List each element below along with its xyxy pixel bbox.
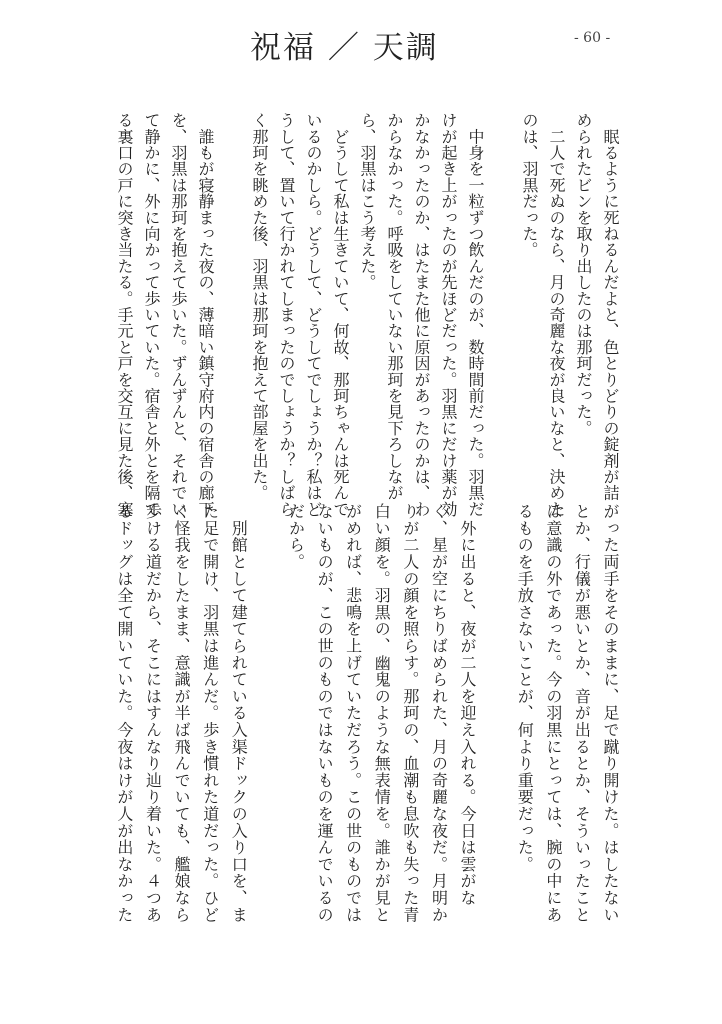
text-column (259, 503, 275, 943)
page-title: 祝福 ／ 天調 (250, 30, 439, 66)
text-column: 眠るように死ねるんだよと、色とりどりの錠剤が詰 (601, 112, 620, 501)
text-column: ないものが、この世のものではないものを運んでいるの (315, 503, 335, 923)
text-column: とか、行儀が悪いとか、音が出るとか、そういったこと (572, 503, 592, 923)
text-column: からなかった。呼吸をしていない那珂を見下ろしなが (385, 112, 404, 501)
text-column: ら、羽黒はこう考えた。 (358, 112, 377, 291)
text-column: た足で開け、羽黒は進んだ。歩き慣れた道だった。ひど (200, 503, 220, 923)
text-column: 白い顔を。羽黒の、幽鬼のような無表情を。誰かが見と (372, 503, 392, 923)
text-column: 外に出ると、夜が二人を迎え入れる。今日は雲がな (458, 503, 478, 907)
text-column: く那珂を眺めた後、羽黒は那珂を抱えて部屋を出た。 (250, 112, 269, 501)
text-column: て静かに、外に向かって歩いていた。宿舎と外とを隔て (142, 112, 161, 517)
text-block-top (105, 112, 618, 542)
text-column: うして、置いて行かれてしまったのでしょうか？しばら (277, 112, 296, 517)
text-column (494, 112, 510, 542)
text-column: どうして私は生きていて、何故、那珂ちゃんは死んで (331, 112, 350, 517)
text-column: がった両手をそのままに、足で蹴り開けた。はしたない (601, 503, 620, 923)
text-column: を、羽黒は那珂を抱えて歩いた。ずんずんと、それでい (169, 112, 188, 517)
text-column (488, 503, 504, 943)
text-column: く怪我をしたまま、意識が半ば飛んでいても、艦娘なら (172, 503, 192, 923)
text-block-bottom (103, 503, 618, 943)
text-column: るものを手放さないことが、何より重要だった。 (515, 503, 535, 873)
text-column: 誰もが寝静まった夜の、薄暗い鎮守府内の宿舎の廊下 (196, 112, 215, 517)
text-column: く、星が空にちりばめられた、月の奇麗な夜だ。月明か (429, 503, 449, 923)
text-column: だから。 (286, 503, 306, 571)
text-column: められたビンを取り出したのは那珂だった。 (574, 112, 593, 436)
text-column: のは、羽黒だった。 (520, 112, 539, 258)
text-column: 別館として建てられている入渠ドックの入り口を、ま (229, 503, 249, 923)
text-column: がめれば、悲鳴を上げていただろう。この世のものでは (343, 503, 363, 923)
text-column: いるのかしら。どうして、どうしてでしょうか？私はど (304, 112, 323, 517)
text-column: けが起き上がったのが先ほどだった。羽黒にだけ薬が効 (439, 112, 458, 517)
text-column: 歩ける道だから、そこにはすんなり辿り着いた。４つあ (143, 503, 163, 923)
text-column: 二人で死ぬのなら、月の奇麗な夜が良いなと、決めた (547, 112, 566, 517)
text-column: るドッグは全て開いていた。今夜はけが人が出なかった (114, 503, 134, 923)
text-column: りが二人の顔を照らす。那珂の、血潮も息吹も失った青 (400, 503, 420, 923)
page-number: - 60 - (574, 30, 611, 46)
text-column (224, 112, 240, 542)
text-column: は意識の外であった。今の羽黒にとっては、腕の中にあ (543, 503, 563, 923)
text-column: る裏口の戸に突き当たる。手元と戸を交互に見た後、塞 (115, 112, 134, 517)
text-column: 中身を一粒ずつ飲んだのが、数時間前だった。羽黒だ (466, 112, 485, 517)
text-column: かなかったのか、はたまた他に原因があったのかは、わ (412, 112, 431, 517)
